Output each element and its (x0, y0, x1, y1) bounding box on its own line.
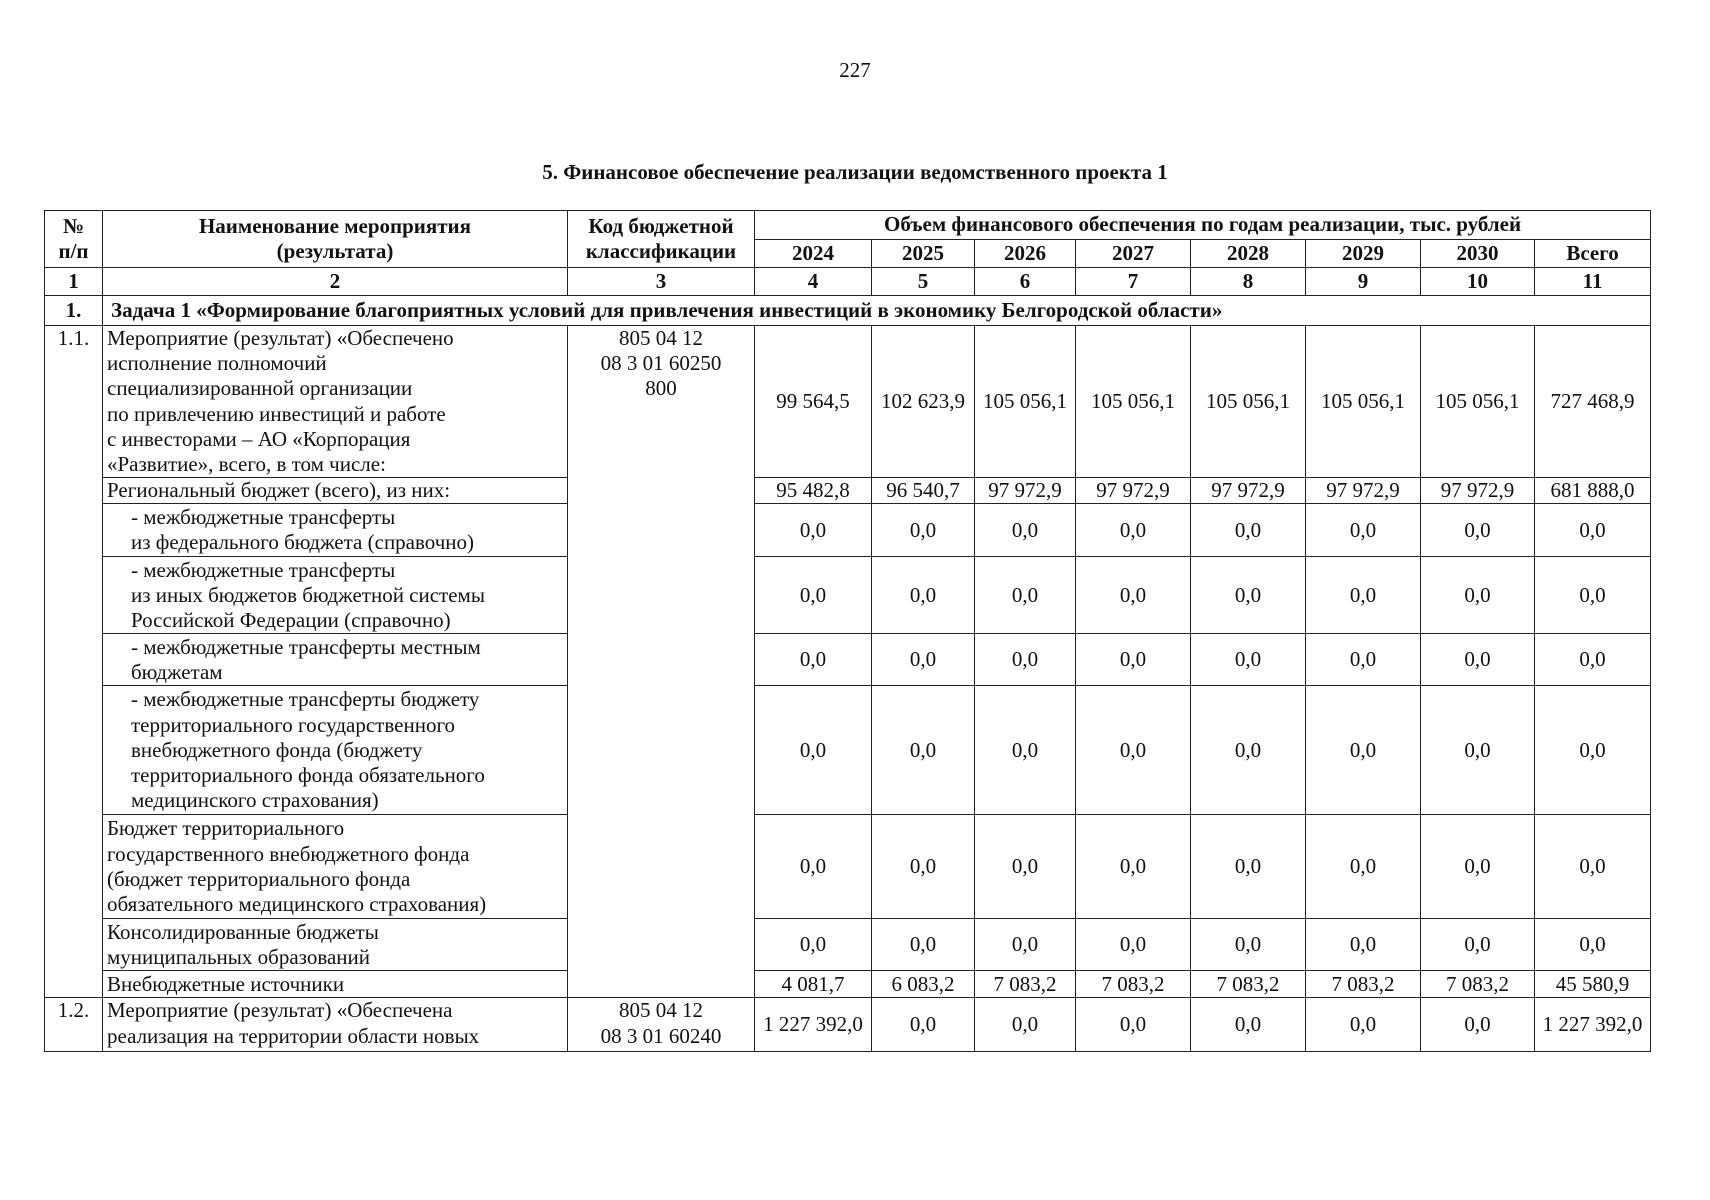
value-cell: 0,0 (755, 504, 872, 557)
header-row-colnums (45, 268, 1651, 296)
text-line: «Развитие», всего, в том числе: (107, 451, 386, 476)
text-line: - межбюджетные трансферты бюджету (131, 687, 480, 712)
value-cell: 0,0 (1191, 504, 1306, 557)
text-line: по привлечению инвестиций и работе (107, 401, 446, 426)
header-year: 2025 (872, 240, 975, 268)
funding-source-name (103, 478, 568, 504)
value-cell: 6 083,2 (872, 971, 975, 998)
funding-source-name (103, 634, 568, 686)
value-cell: 0,0 (755, 634, 872, 686)
header-year: 2024 (755, 240, 872, 268)
funding-source-row (45, 919, 1651, 971)
text-line: из федерального бюджета (справочно) (131, 530, 475, 555)
value-cell: 0,0 (1191, 998, 1306, 1052)
value-cell: 0,0 (975, 815, 1076, 919)
text-line: 805 04 12 (619, 326, 703, 350)
header-year: 2030 (1421, 240, 1535, 268)
text-line: территориального фонда обязательного (131, 762, 485, 787)
value-cell: 0,0 (1306, 815, 1421, 919)
text-line: 08 3 01 60240 (600, 1023, 722, 1048)
text-line: Бюджет территориального (107, 816, 345, 841)
col-number: 7 (1076, 268, 1191, 296)
value-cell: 1 227 392,0 (755, 998, 872, 1052)
value-cell: 45 580,9 (1535, 971, 1651, 998)
funding-source-name (103, 557, 568, 634)
value-cell: 0,0 (1535, 634, 1651, 686)
header-code (568, 211, 755, 268)
col-number: 11 (1535, 268, 1651, 296)
text-line: с инвесторами – АО «Корпорация (107, 426, 411, 451)
task-num: 1. (45, 296, 103, 326)
text-line: Мероприятие (результат) «Обеспечено (107, 326, 454, 350)
col-number: 3 (568, 268, 755, 296)
text-line: исполнение полномочий (107, 351, 327, 376)
header-total: Всего (1535, 240, 1651, 268)
financing-table (44, 210, 1651, 1052)
header-name (103, 211, 568, 268)
header-year: 2028 (1191, 240, 1306, 268)
text-line: внебюджетного фонда (бюджету (131, 737, 423, 762)
value-cell: 0,0 (1535, 557, 1651, 634)
value-cell: 0,0 (1535, 919, 1651, 971)
header-code-line: классификации (585, 239, 737, 263)
header-year: 2026 (975, 240, 1076, 268)
text-line: - межбюджетные трансферты местным (131, 634, 481, 659)
header-num-line: п/п (58, 239, 89, 263)
funding-source-name (103, 815, 568, 919)
funding-source-row (45, 557, 1651, 634)
task-title: Задача 1 «Формирование благоприятных условий для привлечения инвестиций в экономику Белгородской области» (103, 296, 1651, 326)
col-number: 6 (975, 268, 1076, 296)
document-title: 5. Финансовое обеспечение реализации ведомственного проекта 1 (542, 160, 1168, 184)
text-line: реализация на территории области новых (107, 1023, 480, 1048)
value-cell: 0,0 (872, 919, 975, 971)
value-cell: 0,0 (1306, 998, 1421, 1052)
value-cell: 95 482,8 (755, 478, 872, 504)
value-cell: 99 564,5 (755, 326, 872, 478)
value-cell: 0,0 (755, 815, 872, 919)
header-row-1 (45, 211, 1651, 240)
value-cell: 7 083,2 (1306, 971, 1421, 998)
header-num (45, 211, 103, 268)
value-cell: 0,0 (1076, 557, 1191, 634)
value-cell: 0,0 (1421, 686, 1535, 815)
col-number: 1 (45, 268, 103, 296)
text-line: Региональный бюджет (всего), из них: (107, 478, 451, 503)
value-cell: 0,0 (1421, 557, 1535, 634)
text-line: обязательного медицинского страхования) (107, 892, 487, 916)
value-cell: 0,0 (872, 504, 975, 557)
header-name-line: Наименование мероприятия (198, 213, 472, 238)
text-line: Консолидированные бюджеты (107, 919, 379, 944)
value-cell: 0,0 (872, 634, 975, 686)
value-cell: 0,0 (755, 557, 872, 634)
text-line: - межбюджетные трансферты (131, 557, 396, 582)
funding-source-name (103, 919, 568, 971)
funding-source-row (45, 634, 1651, 686)
value-cell: 0,0 (1306, 686, 1421, 815)
value-cell: 0,0 (872, 815, 975, 919)
value-cell: 105 056,1 (1421, 326, 1535, 478)
header-year: 2029 (1306, 240, 1421, 268)
value-cell: 96 540,7 (872, 478, 975, 504)
value-cell: 7 083,2 (1191, 971, 1306, 998)
funding-source-row (45, 971, 1651, 998)
text-line: территориального государственного (131, 712, 456, 737)
page-number: 227 (839, 58, 871, 82)
value-cell: 0,0 (872, 686, 975, 815)
item-row (45, 998, 1651, 1052)
header-code-line: Код бюджетной (588, 213, 734, 238)
header-name-line: (результата) (276, 239, 394, 263)
col-number: 5 (872, 268, 975, 296)
funding-source-row (45, 504, 1651, 557)
text-line: специализированной организации (107, 376, 413, 401)
text-line: Внебюджетные источники (107, 971, 345, 996)
item-name (103, 326, 568, 478)
text-line: 805 04 12 (619, 998, 703, 1023)
value-cell: 102 623,9 (872, 326, 975, 478)
value-cell: 0,0 (1191, 919, 1306, 971)
value-cell: 97 972,9 (975, 478, 1076, 504)
value-cell: 97 972,9 (1306, 478, 1421, 504)
value-cell: 0,0 (1421, 634, 1535, 686)
value-cell: 0,0 (1421, 919, 1535, 971)
value-cell: 0,0 (872, 557, 975, 634)
task-row (45, 296, 1651, 326)
funding-source-row (45, 686, 1651, 815)
value-cell: 0,0 (1076, 815, 1191, 919)
value-cell: 4 081,7 (755, 971, 872, 998)
header-year: 2027 (1076, 240, 1191, 268)
value-cell: 0,0 (1076, 919, 1191, 971)
value-cell: 105 056,1 (1191, 326, 1306, 478)
value-cell: 7 083,2 (1421, 971, 1535, 998)
value-cell: 0,0 (1076, 686, 1191, 815)
funding-source-name (103, 686, 568, 815)
value-cell: 0,0 (1306, 634, 1421, 686)
text-line: медицинского страхования) (131, 788, 379, 813)
value-cell: 0,0 (975, 504, 1076, 557)
value-cell: 0,0 (1191, 686, 1306, 815)
value-cell: 0,0 (1535, 815, 1651, 919)
col-number: 2 (103, 268, 568, 296)
text-line: муниципальных образований (107, 944, 370, 969)
funding-source-name (103, 971, 568, 998)
value-cell: 0,0 (1191, 815, 1306, 919)
value-cell: 105 056,1 (975, 326, 1076, 478)
value-cell: 105 056,1 (1076, 326, 1191, 478)
value-cell: 0,0 (1421, 998, 1535, 1052)
value-cell: 1 227 392,0 (1535, 998, 1651, 1052)
text-line: государственного внебюджетного фонда (107, 841, 470, 866)
item-name (103, 998, 568, 1052)
funding-source-name (103, 504, 568, 557)
text-line: (бюджет территориального фонда (107, 866, 411, 891)
value-cell: 0,0 (975, 557, 1076, 634)
budget-code (568, 326, 755, 998)
value-cell: 7 083,2 (975, 971, 1076, 998)
value-cell: 0,0 (1191, 634, 1306, 686)
col-number: 9 (1306, 268, 1421, 296)
value-cell: 97 972,9 (1191, 478, 1306, 504)
value-cell: 0,0 (975, 634, 1076, 686)
value-cell: 0,0 (1535, 686, 1651, 815)
item-num: 1.1. (45, 326, 103, 998)
col-number: 4 (755, 268, 872, 296)
text-line: из иных бюджетов бюджетной системы (131, 582, 485, 607)
value-cell: 7 083,2 (1076, 971, 1191, 998)
value-cell: 0,0 (1306, 557, 1421, 634)
value-cell: 0,0 (975, 686, 1076, 815)
value-cell: 0,0 (755, 686, 872, 815)
value-cell: 0,0 (975, 919, 1076, 971)
item-row (45, 326, 1651, 478)
value-cell: 0,0 (1076, 634, 1191, 686)
value-cell: 0,0 (755, 919, 872, 971)
text-line: - межбюджетные трансферты (131, 505, 396, 530)
funding-source-row (45, 815, 1651, 919)
value-cell: 681 888,0 (1535, 478, 1651, 504)
col-number: 10 (1421, 268, 1535, 296)
funding-source-row (45, 478, 1651, 504)
budget-code (568, 998, 755, 1052)
value-cell: 105 056,1 (1306, 326, 1421, 478)
value-cell: 97 972,9 (1076, 478, 1191, 504)
text-line: 800 (645, 376, 677, 401)
value-cell: 97 972,9 (1421, 478, 1535, 504)
value-cell: 0,0 (1421, 504, 1535, 557)
value-cell: 0,0 (1421, 815, 1535, 919)
text-line: 08 3 01 60250 (600, 351, 722, 376)
col-number: 8 (1191, 268, 1306, 296)
value-cell: 0,0 (1191, 557, 1306, 634)
header-volume: Объем финансового обеспечения по годам реализации, тыс. рублей (755, 211, 1651, 240)
text-line: Мероприятие (результат) «Обеспечена (107, 998, 453, 1023)
text-line: Российской Федерации (справочно) (131, 607, 451, 632)
value-cell: 0,0 (975, 998, 1076, 1052)
value-cell: 0,0 (1306, 504, 1421, 557)
value-cell: 0,0 (1306, 919, 1421, 971)
value-cell: 0,0 (1535, 504, 1651, 557)
value-cell: 0,0 (1076, 998, 1191, 1052)
value-cell: 0,0 (1076, 504, 1191, 557)
value-cell: 727 468,9 (1535, 326, 1651, 478)
value-cell: 0,0 (872, 998, 975, 1052)
item-num: 1.2. (45, 998, 103, 1052)
text-line: бюджетам (131, 659, 223, 684)
header-num-line: № (62, 213, 85, 238)
